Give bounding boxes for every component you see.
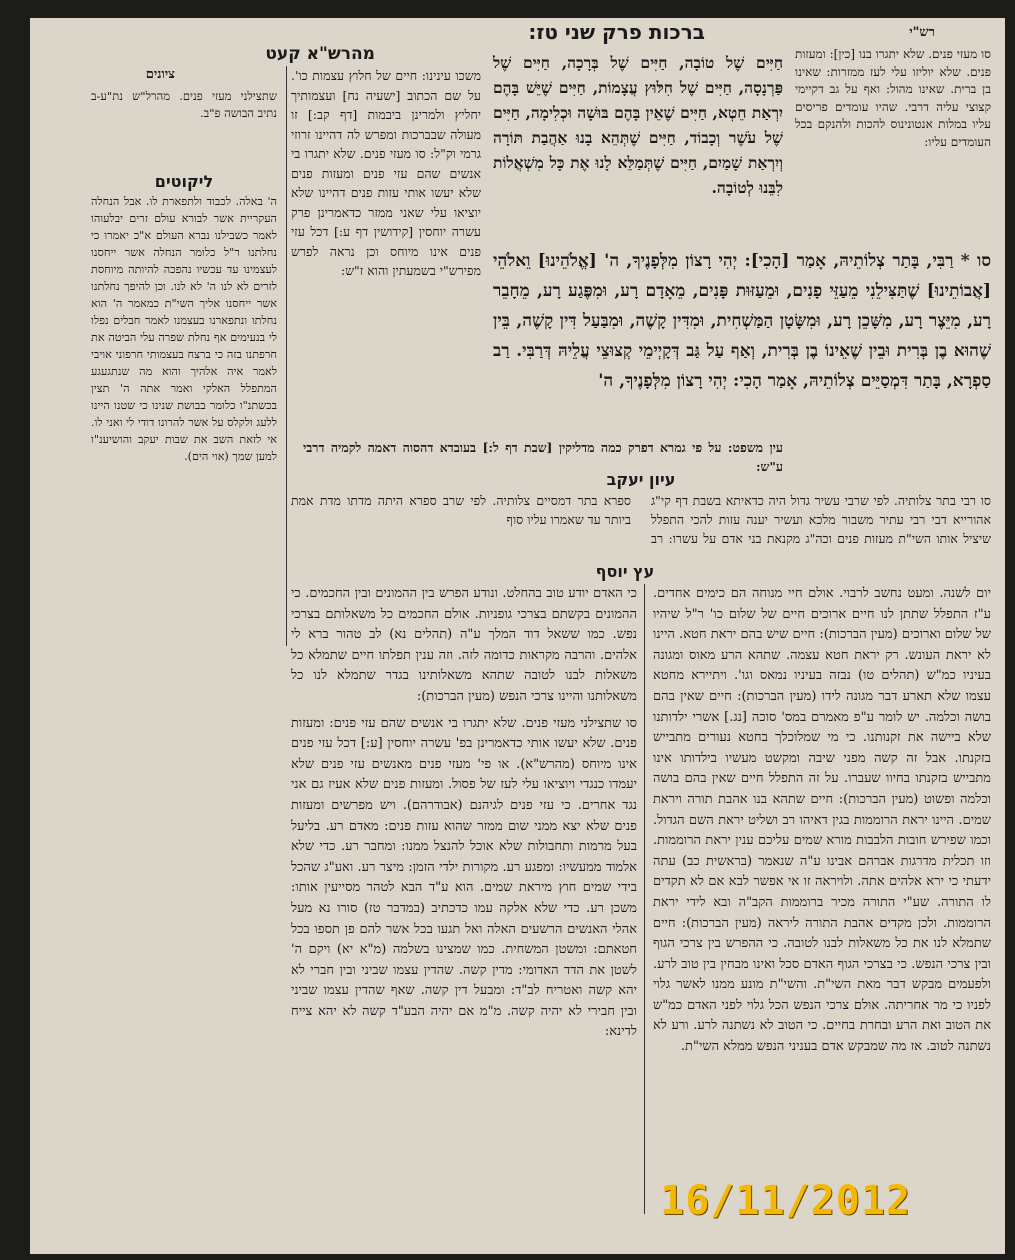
etz-yosef-left-para-2: סו שתצילני מעזי פנים. שלא יתגרו בי אנשים שהם עזי פנים: ומעזות פנים. שלא יעשו אותי כדאמרינן בפ' עשרה יוחסין [ע:] דכל עזי פנים אינו מיוחס (מהרש"א). או פי' מעזי פנים מאנשים עזי פנים שלא יעמדו כנגדי ויוציאו עלי לעז של פסול. ומעזות פנים שלא אעיז גם אני נגד אחרים. כי עזי פנים לגיהנם (אבודרהם). ויש מפרשים ומעזות פנים שלא יצא ממני שום ממזר שהוא עזות פנים: מאדם רע. בליעל בעל מרמות ותחבולות שלא אוכל להנצל ממנו: ומחבר רע. כדי שלא אלמוד ממעשיו: ומפגע רע. מקורות ילדי הזמן: מיצר רע. ואע"ג שהכל בידי שמים חוץ מיראת שמים. הוא ע"ד הבא לטהר מסייעין אותו: משכן רע. כדי שלא אלקה עמו כדכתיב (במדבר טז) סורו נא מעל אהלי האנשים הרשעים האלה ואל תגעו בכל אשר להם פן תספו בכל חטאתם: ומשטן המשחית. כמו שמצינו בשלמה (מ"א יא) ויקם ה' לשטן את הדד האדומי: מדין קשה. שהדין עצמו שביני ובין חברי לא יהא קשה ואטריח לב"ד: ומבעל דין קשה. שאף שהדין עצמו שביני ובין חבירי לא יהיה קשה. מ"מ אם יהיה הבע"ד קשה לא יהא צייח לדינא: (291, 715, 637, 1040)
maharsha-commentary: משכו עינינו: חיים של חלוץ עצמות כו'. על שם הכתוב [ישעיה נח] ועצמותיך יחליץ ולמרינן ביבמות [דף קב:] זו מעולה שבברכות ומפרש לה דהיינו זרוזי גרמי וק"ל: סו מעזי פנים. שלא יתגרו בי אנשים שהם עזי פנים ומעזות פנים שלא יעשו אותי עזות פנים דהיינו שלא יוציאו עלי שאני ממזר כדאמרינן פרק עשרה יוחסין [קידושין דף ע:] דכל עזי פנים אינו מיוחס וכן נראה לפרש מפירש"י בשמעתין והוא ז"ש: (291, 68, 481, 278)
etz-yosef-divider (644, 584, 645, 1214)
likutim-text: ה' באלה. לכבוד ולתפארת לו. אבל הנחלה העקריית אשר לבורא עולם זרים יבלעוהו לאמר כשבילנו נברא העולם א"כ יאמרו כי נחלתנו ר"ל כלומר הנחלה אשר ייחסנו לעצמינו עד עכשיו נהפכה להיותה מיוחסת לזרים לא לנו ה' לא לנו. וכן להיפך נחלתנו אשר ייחסנו אליך השי"ת כמאמר ה' הוא נחלתו ונתפארנו בעצמנו לאמר חבלים נפלו לי בנעימים אף נחלת שפרה עלי הביטה את חרפתנו בזה כי ברצח בעצמותי חרפוני אויבי לאמר איה אלהיך והוא מה שנתגעגע המתפלל האלקי ואמר אתה ה' תצין בכשתנ"ו כלומר בבושת שנינו כי שטנו היינו ללעג ולקלס על אשר להרונו דודי לי ואני לו. אי לזאת השב את שבות יעקב והושיענ"ו למען שמך (אוי הים). (91, 195, 277, 463)
likutim-title: ליקוטים (154, 172, 214, 191)
etz-yosef-left-para-1: כי האדם יודע טוב בהחלט. ונודע הפרש בין ההמונים ובין החכמים. כי ההמונים בקשתם בצרכי גופניות. אולם החכמים כל משאלותם בצרכי נפש. כמו ששאל דוד המלך ע"ה (תהלים נא) לב טהור ברא לי אלהים. והרבה מקראות כדומה לזה. וזה ענין תפלתו חיים שתמלא כל משאלות לבנו לטובה שתהא משאלותינו בגדר שתמלא לנו כל משאלותנו והיינו צרכי הנפש (מעין הברכות): (291, 586, 637, 704)
main-text-mid: סו * רַבִּי, בָּתַר צְלוֹתֵיהּ, אָמַר [הָכִי]: יְהִי רָצוֹן מִלְּפָנֶיךָ, ה' [אֱלֹהֵינוּ] וֵאלֹהֵי [אֲבוֹתֵינוּ] שֶׁתַּצִּילֵנִי מֵעַזֵּי פָנִים, וּמֵעַזּוּת פָּנִים, מֵאָדָם רָע, וּמִפֶּגַע רָע, מֵחָבֵר רָע, מִיֵּצֶר רָע, מִשָּׁכֵן רָע, וּמִשָּׂטָן הַמַּשְׁחִית, וּמִדִּין קָשֶׁה, וּמִבַּעַל דִּין קָשֶׁה, בֵּין שֶׁהוּא בֶן בְּרִית וּבֵין שֶׁאֵינוֹ בֶן בְּרִית, וְאַף עַל גַּב דְּקָיְימֵי קְצוּצֵי עֲלֵיהּ דְּרַבִּי. רַב סַפְרָא, בָּתַר דִּמְסַיֵּים צְלוֹתֵיהּ, אָמַר הָכִי: יְהִי רָצוֹן מִלְּפָנֶיךָ, ה' (493, 251, 991, 391)
iyun-yaakov-text: סו רבי בתר צלותיה. לפי שרבי עשיר גדול היה כדאיתא בשבת דף קי"ג אהורייא דבי רבי עתיר משבור מלכא ועשיר יענה עזות להכי התפלל שיציל אותו השי"ת מעזות פנים וכה"ג מקנאת בני אדם על עשרו: רב ספרא בתר דמסיים צלותיה. לפי שרב ספרא היתה מדתו מדת אמת ביותר עד שאמרו עליו סוף (291, 493, 991, 546)
column-divider (286, 66, 287, 646)
likutim-section (91, 168, 277, 638)
book-page (30, 18, 1005, 1254)
etz-yosef-left-column (291, 584, 637, 1224)
etz-yosef-right-column: יום לשנה. ומעט נחשב לרבוי. אולם חיי מנוחה הם כימים אחדים. ע"ז התפלל שתתן לנו חיים ארוכים חיים של שלום כו' ר"ל שיהיו של שלום וארוכים (מעין הברכות): חיים שיש בהם יראת חטא. היינו לא יראת העונש. רק יראת חטא עצמה. שתהא הרע מאוס ומגונה בעיניו כמ"ש (תהלים טו) נבזה בעיניו נמאס וגו'. ויתיירא מחטא עצמו שלא תארע דבר מגונה לידו (מעין הברכות): חיים שאין בהם בושה וכלמה. יש לומר ע"פ מאמרם במס' סוכה [נג.] אשרי ילדותנו שלא ביישה את זקנותנו. כי מי שמלוכלך בחטא נעורים מתבייש בזקנתו. אבל זה קשה מפני שיבה ומקשט מעשיו בילדותו אינו מתבייש בזקנתו בחיוו שעברו. על זה התפלל חיים שאין בהם בושה וכלמה ופשוט (מעין הברכות): חיים שתהא בנו אהבת תורה ויראת שמים. היינו יראת הרוממות בגין דאיהו רב ושליט יראת השם הגדול. וכמו שפירש חובות הלבבות מורא שמים עליכם ענין יראת הרוממות. וזו תכלית מדרגות אברהם אבינו ע"ה שנאמר (בראשית כב) עתה ידעתי כי ירא אלהים אתה. ולויראה זו אי אפשר לבא אם לא תקדים לו התורה. שע"י התורה מכיר ברוממות הקב"ה ובא לידי יראת הרוממות. ולכן מקדים אהבת התורה ליראה (מעין הברכות): חיים שתמלא לנו את כל משאלות לבנו לטובה. כי ההפרש בין צרכי הגוף ובין צרכי הנפש. כי בצרכי הגוף האדם סכל ואינו מבחין בין טוב לרע. ולפעמים מבקש דבר מאת השי"ת. והשי"ת מונע ממנו לאשר גלוי לפניו כי מר אחריתה. אולם צרכי הנפש הכל גלוי לפני האדם כמ"ש את הטוב ואת הרע ובחרת בחיים. כי הטוב לא נשתנה לרע. ורע לא נשתנה לטוב. אז מה שמבקש אדם בעניני הנפש ממלא השי"ת. (653, 586, 991, 1055)
etz-yosef-title: עץ יוסף (595, 562, 655, 581)
main-title: ברכות פרק שני טז: (528, 20, 705, 44)
tziyunim-title: ציונים (145, 67, 175, 82)
ein-mishpat: עין משפט: על פי גמרא דפרק כמה מדליקין [שבת דף ל:] בעובדא דהסוה דאמה לקמיה דרבי ע"ש: (303, 440, 783, 474)
rashi-label: רש"י (909, 25, 935, 40)
maharsha-title: מהרש"א קעט (265, 44, 375, 64)
iyun-yaakov-title: עיון יעקב (606, 470, 676, 489)
rashi-commentary: סו מעזי פנים. שלא יתגרו בנו [כין]: ומעזות פנים. שלא יוליזו עלי לעז ממזרות: שאינו בן ברית. שאינו מהול: ואף על גב דקיימי קצוצי עליה דרבי. שהיו עומדים פריסים עליו במלות אנטונינוס להכות ולהנקם בכל העומדים עליו: (795, 47, 991, 149)
date-stamp: 16/11/2012 (660, 1178, 911, 1224)
iyun-yaakov-section (291, 466, 991, 558)
tziyunim-text: שתצילני מעזי פנים. מהרל"ש נת"ע-ב נתיב הבושה פ"ב. (91, 89, 277, 120)
main-text-top: חַיִּים שֶׁל טוֹבָה, חַיִּים שֶׁל בְּרָכָה, חַיִּים שֶׁל פַּרְנָסָה, חַיִּים שֶׁל חִלּוּץ עֲצָמוֹת, חַיִּים שֶׁיֵּשׁ בָּהֶם יִרְאַת חֵטְא, חַיִּים שֶׁאֵין בָּהֶם בּוּשָׁה וּכְלִימָה, חַיִּים שֶׁל עֹשֶׁר וְכָבוֹד, חַיִּים שֶׁתְּהֵא בָנוּ אַהֲבַת תּוֹרָה וְיִרְאַת שָׁמַיִם, חַיִּים שֶׁתְּמַלֵּא לָנוּ אֶת כָּל מִשְׁאֲלוֹת לִבֵּנוּ לְטוֹבָה. (493, 53, 783, 197)
